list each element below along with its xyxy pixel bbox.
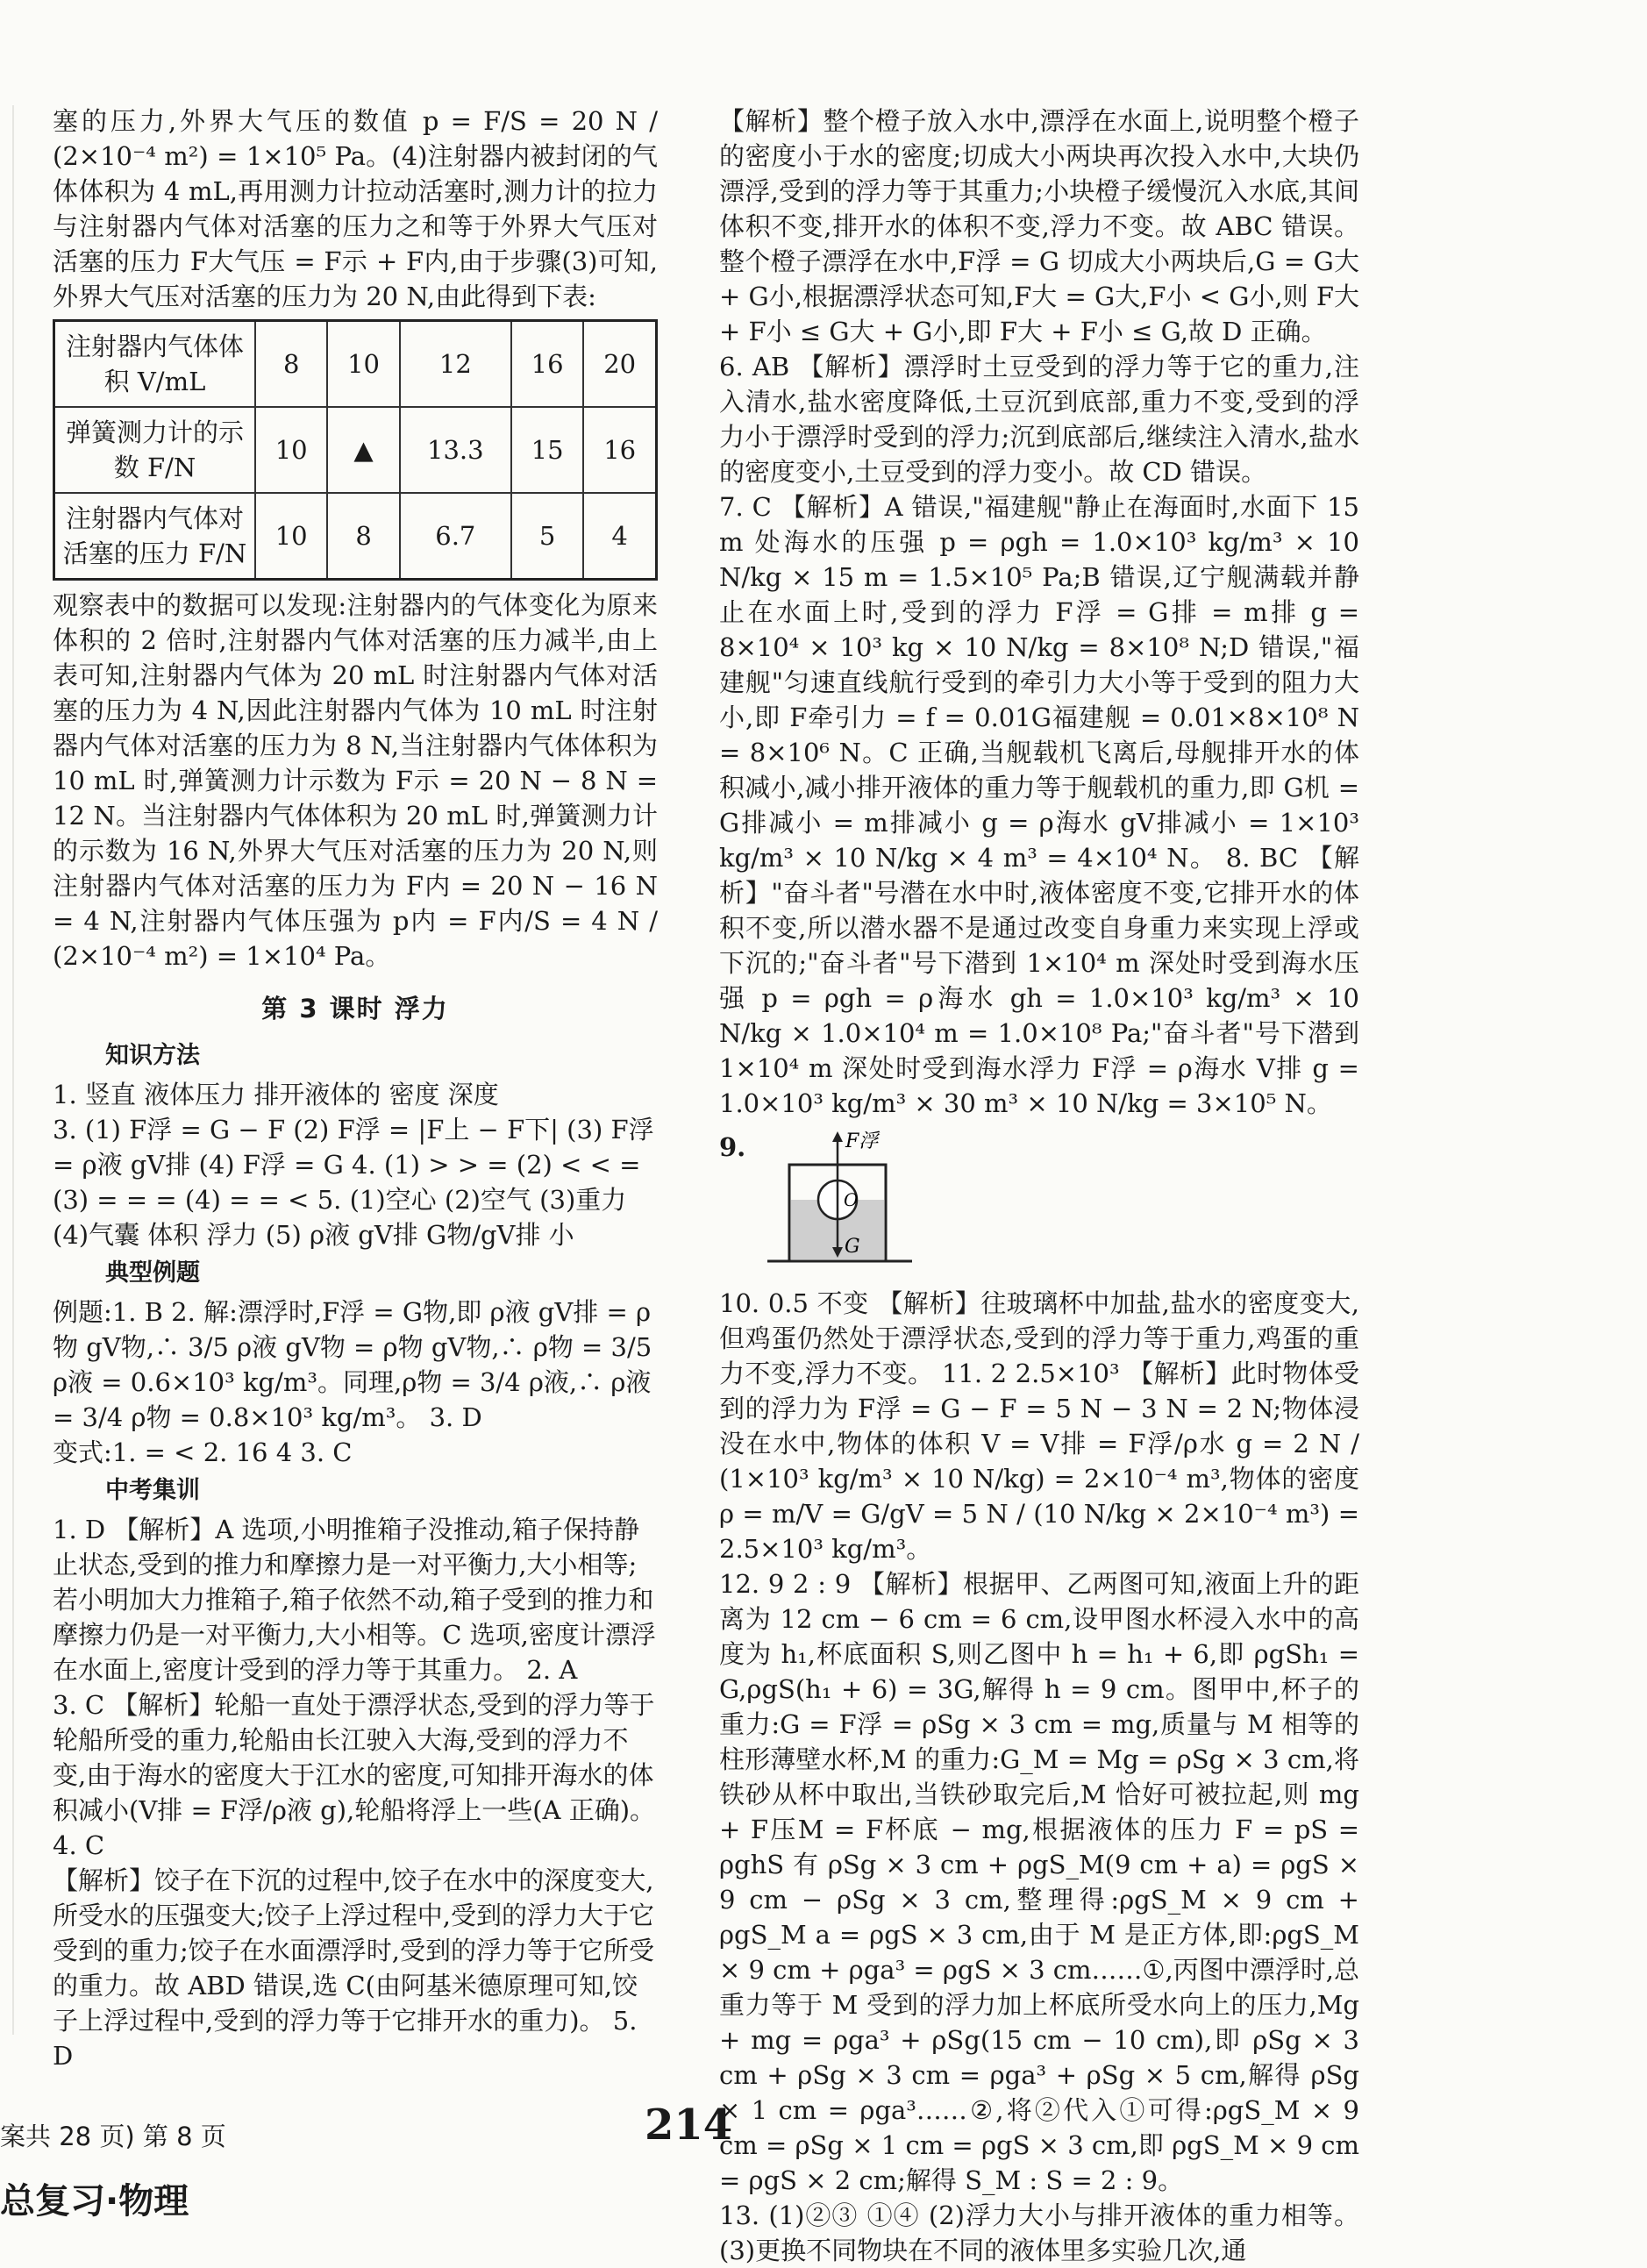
- page-number: 214: [645, 2100, 733, 2150]
- knowledge-item: 3. (1) F浮 = G − F (2) F浮 = |F上 − F下| (3) F浮 = ρ液 gV排 (4) F浮 = G 4. (1) > > = (2) < < = (3) = = = (4) = = < 5. (1)空心 (2)空气 (3)重力 (4)气囊 体积 浮力 (5) ρ液 gV排 G物/gV排 小: [53, 1115, 654, 1250]
- table-analysis-paragraph: 观察表中的数据可以发现:注射器内的气体变化为原来体积的 2 倍时,注射器内气体对活塞的压力减半,由上表可知,注射器内气体为 20 mL 时注射器内气体对活塞的压力为 4 N,因此注射器内气体为 10 mL 时注射器内气体对活塞的压力为 8 N,当注射器内气体体积为 10 mL 时,弹簧测力计示数为 F示 = 20 N − 8 N = 12 N。当注射器内气体体积为 20 mL 时,弹簧测力计的示数为 16 N,外界大气压对活塞的压力为 20 N,则注射器内气体对活塞的压力为 F内 = 20 N − 16 N = 4 N,注射器内气体压强为 p内 = F内/S = 4 N / (2×10⁻⁴ m²) = 1×10⁴ Pa。: [53, 590, 658, 971]
- exam-item: 1. D 【解析】A 选项,小明推箱子没推动,箱子保持静止状态,受到的推力和摩擦力是一对平衡力,大小相等;若小明加大力推箱子,箱子依然不动,箱子受到的推力和摩擦力仍是一对平衡力,大小相等。C 选项,密度计漂浮在水面上,密度计受到的浮力等于其重力。 2. A: [53, 1515, 656, 1685]
- answer-paragraph: 12. 9 2 : 9 【解析】根据甲、乙两图可知,液面上升的距离为 12 cm − 6 cm = 6 cm,设甲图水杯浸入水中的高度为 h₁,杯底面积 S,则乙图中 h = h₁ + 6,即 ρgSh₁ = G,ρgS(h₁ + 6) = 3G,解得 h = 9 cm。图甲中,杯子的重力:G = F浮 = ρSg × 3 cm = mg,质量与 M 相等的柱形薄壁水杯,M 的重力:G_M = Mg = ρSg × 3 cm,将铁砂从杯中取出,当铁砂取完后,M 恰好可被拉起,则 mg + F压M = F杯底 − mg,根据液体的压力 F = pS = ρghS 有 ρSg × 3 cm + ρgS_M(9 cm + a) = ρgS × 9 cm − ρSg × 3 cm,整理得:ρgS_M × 9 cm + ρgS_M a = ρgS × 3 cm,由于 M 是正方体,即:ρgS_M × 9 cm + ρga³ = ρgS × 3 cm……①,丙图中漂浮时,总重力等于 M 受到的浮力加上杯底所受水向上的压力,Mg + mg = ρga³ + ρSg(15 cm − 10 cm),即 ρSg × 3 cm + ρSg × 3 cm = ρga³ + ρSg × 5 cm,解得 ρSg × 1 cm = ρga³……②,将②代入①可得:ρgS_M × 9 cm = ρSg × 1 cm = ρgS × 3 cm,即 ρgS_M × 9 cm = ρgS × 2 cm;解得 S_M : S = 2 : 9。: [719, 1569, 1359, 2195]
- left-column: [53, 103, 658, 2073]
- table-cell: 5: [511, 493, 583, 580]
- answer-paragraph: 【解析】整个橙子放入水中,漂浮在水面上,说明整个橙子的密度小于水的密度;切成大小两块再次投入水中,大块仍漂浮,受到的浮力等于其重力;小块橙子缓慢沉入水底,其间体积不变,排开水的体积不变,浮力不变。故 ABC 错误。整个橙子漂浮在水中,F浮 = G 切成大小两块后,G = G大 + G小,根据漂浮状态可知,F大 = G大,F小 < G小,则 F大 + F小 ≤ G大 + G小,即 F大 + F小 ≤ G,故 D 正确。: [719, 106, 1359, 346]
- intro-paragraph: 塞的压力,外界大气压的数值 p = F/S = 20 N / (2×10⁻⁴ m²) = 1×10⁵ Pa。(4)注射器内被封闭的气体体积为 4 mL,再用测力计拉动活塞时,测力计的拉力与注射器内气体对活塞的压力之和等于外界大气压对活塞的压力 F大气压 = F示 + F内,由于步骤(3)可知,外界大气压对活塞的压力为 20 N,由此得到下表:: [53, 106, 658, 311]
- table-cell: 4: [583, 493, 656, 580]
- right-column: [719, 103, 1359, 2268]
- row-header: 注射器内气体对活塞的压力 F/N: [54, 493, 256, 580]
- row-header: 注射器内气体体积 V/mL: [54, 321, 256, 408]
- table-cell: 12: [400, 321, 511, 408]
- book-title: 总复习·物理: [0, 2181, 189, 2222]
- example-item: 变式:1. = < 2. 16 4 3. C: [53, 1437, 353, 1467]
- table-cell: 16: [583, 407, 656, 493]
- table-cell: ▲: [327, 407, 399, 493]
- answer-paragraph: 7. C 【解析】A 错误,"福建舰"静止在海面时,水面下 15 m 处海水的压强 p = ρgh = 1.0×10³ kg/m³ × 10 N/kg × 15 m = 1.5×10⁵ Pa;B 错误,辽宁舰满载并静止在水面上时,受到的浮力 F浮 = G排 = m排 g = 8×10⁴ × 10³ kg × 10 N/kg = 8×10⁸ N;D 错误,"福建舰"匀速直线航行受到的牵引力大小等于受到的阻力大小,即 F牵引力 = f = 0.01G福建舰 = 0.01×8×10⁸ N = 8×10⁶ N。C 正确,当舰载机飞离后,母舰排开水的体积减小,减小排开液体的重力等于舰载机的重力,即 G机 = G排减小 = m排减小 g = ρ海水 gV排减小 = 1×10³ kg/m³ × 10 N/kg × 4 m³ = 4×10⁴ N。 8. BC 【解析】"奋斗者"号潜在水中时,液体密度不变,它排开水的体积不变,所以潜水器不是通过改变自身重力来实现上浮或下沉的;"奋斗者"号下潜到 1×10⁴ m 深处时受到海水压强 p = ρgh = ρ海水 gh = 1.0×10³ kg/m³ × 10 N/kg × 1.0×10⁴ m = 1.0×10⁸ Pa;"奋斗者"号下潜到 1×10⁴ m 深处时受到海水浮力 F浮 = ρ海水 V排 g = 1.0×10³ kg/m³ × 30 m³ × 10 N/kg = 3×10⁵ N。: [719, 492, 1359, 1118]
- answer-paragraph: 13. (1)②③ ①④ (2)浮力大小与排开液体的重力相等。 (3)更换不同物块在不同的液体里多实验几次,通: [719, 2200, 1359, 2265]
- table-row: [54, 493, 657, 580]
- margin-line: [12, 105, 14, 2035]
- exam-heading: 中考集训: [105, 1477, 200, 1504]
- floating-ball-diagram: [763, 1130, 921, 1279]
- table-cell: 15: [511, 407, 583, 493]
- table-cell: 10: [255, 493, 327, 580]
- page-note: 案共 28 页) 第 8 页: [0, 2122, 226, 2151]
- section-title: 第 3 课时 浮力: [261, 994, 449, 1023]
- table-cell: 13.3: [400, 407, 511, 493]
- exam-item: 3. C 【解析】轮船一直处于漂浮状态,受到的浮力等于轮船所受的重力,轮船由长江驶入大海,受到的浮力不变,由于海水的密度大于江水的密度,可知排开海水的体积减小(V排 = F浮/ρ液 g),轮船将浮上一些(A 正确)。 4. C: [53, 1690, 656, 1860]
- example-item: 例题:1. B 2. 解:漂浮时,F浮 = G物,即 ρ液 gV排 = ρ物 gV物,∴ 3/5 ρ液 gV物 = ρ物 gV物,∴ ρ物 = 3/5 ρ液 = 0.6×10³ kg/m³。同理,ρ物 = 3/4 ρ液,∴ ρ液 = 3/4 ρ物 = 0.8×10³ kg/m³。 3. D: [53, 1297, 652, 1432]
- table-cell: 8: [255, 321, 327, 408]
- row-header: 弹簧测力计的示数 F/N: [54, 407, 256, 493]
- table-row: [54, 321, 657, 408]
- table-cell: 16: [511, 321, 583, 408]
- knowledge-item: 1. 竖直 液体压力 排开液体的 密度 深度: [53, 1080, 499, 1109]
- center-label: O: [844, 1189, 859, 1210]
- table-cell: 10: [255, 407, 327, 493]
- table-row: [54, 407, 657, 493]
- buoyancy-arrowhead: [832, 1131, 843, 1142]
- table-cell: 20: [583, 321, 656, 408]
- figure-label: 9.: [719, 1132, 746, 1162]
- knowledge-heading: 知识方法: [105, 1042, 200, 1069]
- buoyancy-figure: [719, 1130, 1359, 1279]
- table-cell: 10: [327, 321, 399, 408]
- examples-heading: 典型例题: [105, 1259, 200, 1287]
- syringe-data-table: [53, 319, 658, 581]
- table-cell: 8: [327, 493, 399, 580]
- answer-paragraph: 6. AB 【解析】漂浮时土豆受到的浮力等于它的重力,注入清水,盐水密度降低,土豆沉到底部,重力不变,受到的浮力小于漂浮时受到的浮力;沉到底部后,继续注入清水,盐水的密度变小,土豆受到的浮力变小。故 CD 错误。: [719, 352, 1359, 487]
- table-cell: 6.7: [400, 493, 511, 580]
- exam-item: 【解析】饺子在下沉的过程中,饺子在水中的深度变大,所受水的压强变大;饺子上浮过程中,受到的浮力大于它受到的重力;饺子在水面漂浮时,受到的浮力等于它所受的重力。故 ABD 错误,选 C(由阿基米德原理可知,饺子上浮过程中,受到的浮力等于它排开水的重力)。 5. D: [53, 1865, 654, 2071]
- gravity-label: G: [845, 1236, 860, 1258]
- buoyancy-label: F浮: [845, 1130, 879, 1152]
- answer-paragraph: 10. 0.5 不变 【解析】往玻璃杯中加盐,盐水的密度变大,但鸡蛋仍然处于漂浮状态,受到的浮力等于重力,鸡蛋的重力不变,浮力不变。 11. 2 2.5×10³ 【解析】此时物体受到的浮力为 F浮 = G − F = 5 N − 3 N = 2 N;物体浸没在水中,物体的体积 V = V排 = F浮/ρ水 g = 2 N / (1×10³ kg/m³ × 10 N/kg) = 2×10⁻⁴ m³,物体的密度 ρ = m/V = G/gV = 5 N / (10 N/kg × 2×10⁻⁴ m³) = 2.5×10³ kg/m³。: [719, 1288, 1359, 1564]
